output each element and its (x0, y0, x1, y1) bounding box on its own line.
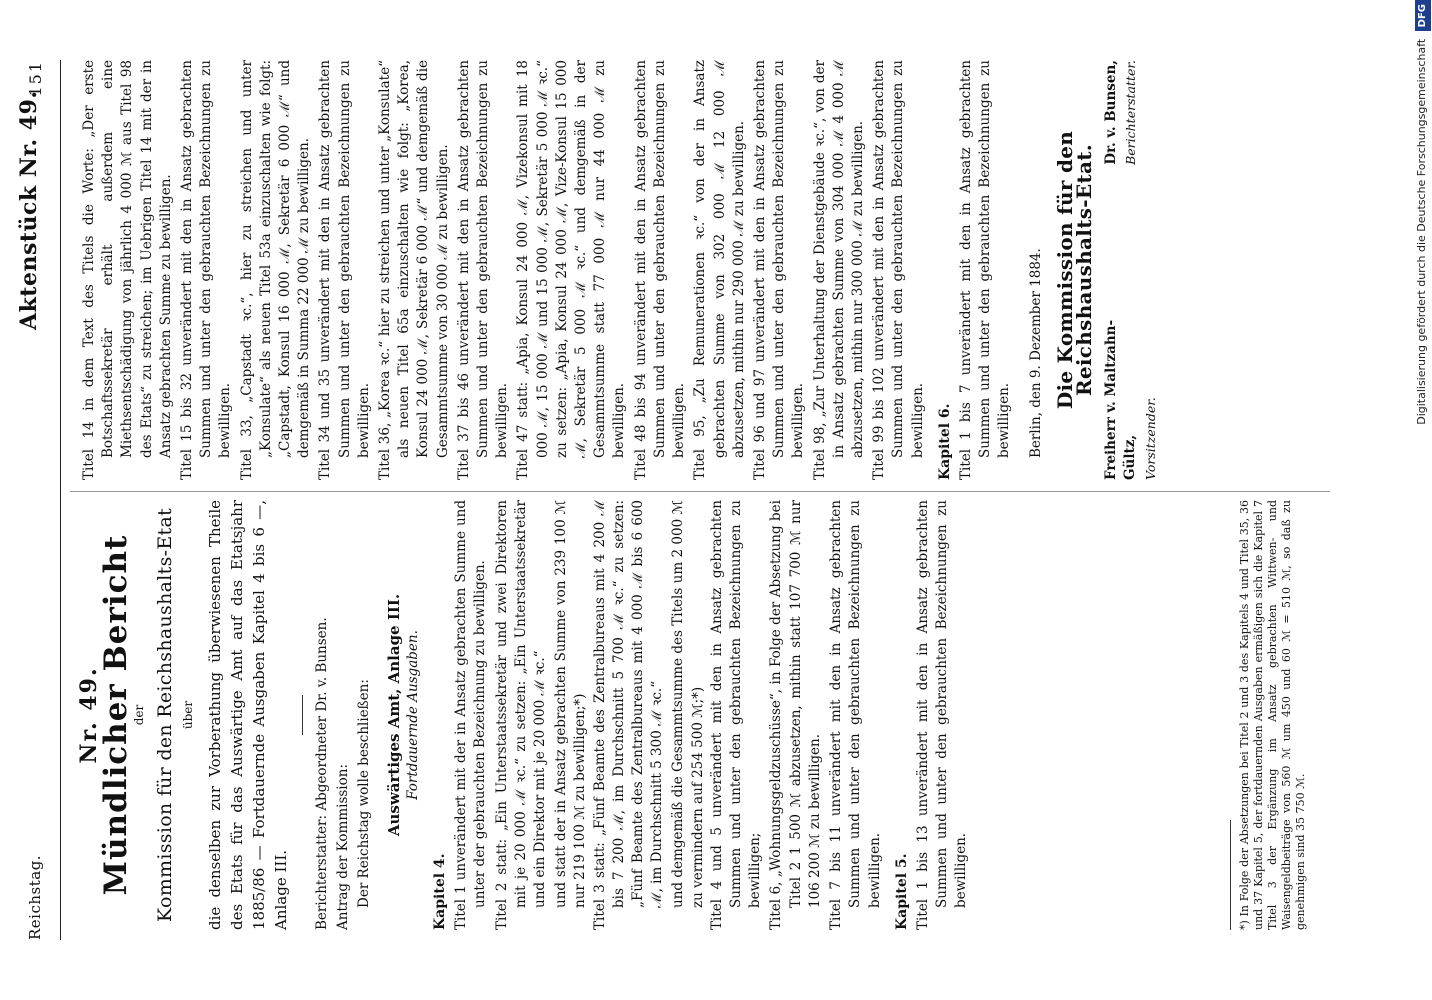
document-title: Mündlicher Bericht (98, 534, 135, 896)
kap4-titel-3: Titel 3 statt: „Fünf Beamte des Zentralbureaus mit 4 200 ℳ bis 7 200 ℳ, im Durchschnitt 5 700 ℳ ꝛc.“ zu setzen: „Fünf Beamte des Zentralbureaus mit 4 000 ℳ bis 6 600 ℳ, im Durchschnitt 5 300 ℳ ꝛc.“ (591, 500, 666, 930)
right-column (80, 60, 1160, 480)
rapporteur-role: Berichterstatter. (1123, 60, 1139, 165)
rapporteur-name: Dr. v. Bunsen, (1103, 60, 1120, 165)
kommission-signature-title: Die Kommission für den Reichshaushalts-Etat. (1052, 130, 1096, 410)
separator-rule (302, 695, 303, 735)
section-subtitle: Fortdauernde Ausgaben. (404, 630, 421, 800)
signature-chair (1102, 278, 1160, 480)
signature-rapporteur (1102, 60, 1160, 262)
kap5-titel-98: Titel 98, „Zur Unterhaltung der Dienstgebäude ꝛc.“, von der in Ansatz gebrachten Summe von 304 000 ℳ 4 000 ℳ abzusetzen, mithin nur 300 000 ℳ zu bewilligen. (811, 60, 866, 480)
kap5-titel-33: Titel 33, „Capstadt ꝛc.“, hier zu streichen und unter „Konsulate“ als neuen Titel 53a einzuschalten wie folgt: „Capstadt, Konsul 16 000 ℳ, Sekretär 6 000 ℳ“ und demgemäß in Summa 22 000 ℳ zu bewilligen. (238, 60, 313, 480)
footnote: *) In Folge der Absetzungen bei Titel 2 und 3 des Kapitels 4 und Titel 35, 36 und 37 Kapitel 5, der fortdauernden Ausgaben ermäßigen sich die Kapitel 7 Titel 3 der Ergänzung im Ansatz gebrachten Wittwen- und Waisengeldbeiträge von 560 ℳ um 450 und 60 ℳ = 510 ℳ, so daß zu genehmigen sind 35 750 ℳ. (1238, 500, 1307, 930)
page-header (16, 60, 61, 940)
chair-name: Freiherr v. Maltzahn-Gültz, (1103, 319, 1139, 480)
kapitel-6-heading: Kapitel 6. (936, 403, 953, 480)
kap5-titel-36: Titel 36, „Korea ꝛc.“ hier zu streichen und unter „Konsulate“ als neuen Titel 65a einzuschalten wie folgt: „Korea, Konsul 24 000 ℳ, Sekretär 6 000 ℳ“ und demgemäß die Gesammtsumme von 30 000 ℳ zu bewilligen. (377, 60, 451, 480)
kap4-titel-6: Titel 6, „Wohnungsgeldzuschüsse“, in Folge der Absetzung bei Titel 2 1 500 ℳ abzusetzen, mithin statt 107 700 ℳ nur 106 200 ℳ zu bewilligen. (768, 500, 823, 930)
left-column (76, 500, 974, 930)
dfg-sidebar (1408, 0, 1432, 1000)
antrag-label: Antrag der Kommission: (335, 764, 352, 930)
kap4-titel-4-5: Titel 4 und 5 unverändert mit den in Ansatz gebrachten Summen und unter den gebrauchten Bezeichnungen zu bewilligen; (708, 500, 764, 930)
kapitel-5-heading: Kapitel 5. (893, 853, 910, 930)
kap4-titel-3-amount: und demgemäß die Gesammtsumme des Titels um 2 000 ℳ zu vermindern auf 254 500 ℳ;*) (670, 500, 706, 908)
kap4-titel-7-11: Titel 7 bis 11 unverändert mit den in Ansatz gebrachten Summen und unter den gebrauchten Bezeichnungen zu bewilligen. (828, 500, 883, 930)
antrag-text: Der Reichstag wolle beschließen: (356, 679, 373, 908)
page-number: 151 (26, 60, 45, 97)
title-der: der (132, 704, 147, 726)
dfg-credit (1412, 0, 1432, 990)
kap5-titel-37-46: Titel 37 bis 46 unverändert mit den in Ansatz gebrachten Summen und unter den gebrauchten Bezeichnungen zu bewilligen. (455, 60, 511, 480)
kap5-titel-95: Titel 95, „Zu Remunerationen ꝛc.“ von der in Ansatz gebrachten Summe von 302 000 ℳ 12 000 ℳ abzusetzen, mithin nur 290 000 ℳ zu bewilligen. (692, 60, 747, 480)
header-reichstag: Reichstag. (26, 854, 44, 940)
kap5-titel-96-97: Titel 96 und 97 unverändert mit den in Ansatz gebrachten Summen und unter den gebrauchten Bezeichnungen zu bewilligen. (751, 60, 807, 480)
title-ueber: über (180, 700, 195, 730)
kap5-titel-15-32: Titel 15 bis 32 unverändert mit den in Ansatz gebrachten Summen und unter den gebrauchten Bezeichnungen zu bewilligen. (179, 60, 234, 480)
kapitel-4-heading: Kapitel 4. (432, 853, 449, 930)
kap5-titel-47: Titel 47 statt: „Apia, Konsul 24 000 ℳ, Vizekonsul mit 18 000 ℳ, 15 000 ℳ und 15 000 ℳ, Sekretär 5 000 ℳ ꝛc.“ zu setzen: „Apia, Konsul 24 000 ℳ, Vize-Konsul 15 000 ℳ, Sekretär 5 000 ℳ ꝛc.“ und demgemäß in der Gesammtsumme statt 77 000 ℳ nur 44 000 ℳ zu bewilligen. (515, 60, 628, 480)
dfg-logo-icon: DFG (1415, 0, 1431, 31)
kommission-title: Kommission für den Reichshaushalts-Etat (153, 507, 176, 923)
kap5-titel-99-102: Titel 99 bis 102 unverändert mit den in Ansatz gebrachten Summen und unter den gebrauchten Bezeichnungen zu bewilligen. (871, 60, 926, 480)
chair-role: Vorsitzender. (1142, 397, 1158, 480)
date-line: Berlin, den 9. Dezember 1884. (1027, 248, 1044, 458)
kap5-titel-48-94: Titel 48 bis 94 unverändert mit den in Ansatz gebrachten Summen und unter den gebrauchten Bezeichnungen zu bewilligen. (632, 60, 688, 480)
dfg-credit-text: Digitalisierung gefördert durch die Deutsche Forschungsgemeinschaft (1415, 38, 1428, 425)
berichterstatter: Berichterstatter: Abgeordneter Dr. v. Bunsen. (314, 617, 331, 930)
footnote-rule (1230, 820, 1231, 930)
kap6-titel-1-7: Titel 1 bis 7 unverändert mit den in Ansatz gebrachten Summen und unter den gebrauchten Bezeichnungen zu bewilligen. (957, 60, 1013, 480)
kap5-titel-1-13: Titel 1 bis 13 unverändert mit den in Ansatz gebrachten Summen und unter den gebrauchten Bezeichnungen zu bewilligen. (914, 500, 970, 930)
column-divider (70, 491, 1330, 492)
kap4-titel-2: Titel 2 statt: „Ein Unterstaatssekretär und zwei Direktoren mit je 20 000 ℳ ꝛc.“ zu setzen: „Ein Unterstaatssekretär und ein Direktor mit je 20 000 ℳ ꝛc.“ (493, 500, 549, 930)
header-aktenstueck: Aktenstück Nr. 49. (16, 90, 42, 330)
intro-paragraph: die denselben zur Vorberathung überwiesenen Theile des Etats für das Auswärtige Amt auf das Etatsjahr 1885/86 — Fortdauernde Ausgaben Kapitel 4 bis 6 —, Anlage III. (206, 500, 291, 930)
kap4-titel-1: Titel 1 unverändert mit der in Ansatz gebrachten Summe und unter der gebrauchten Bezeichnung zu bewilligen. (453, 500, 489, 930)
signatures (1102, 60, 1160, 480)
kap5-titel-34-35: Titel 34 und 35 unverändert mit den in Ansatz gebrachten Summen und unter den gebrauchten Bezeichnungen zu bewilligen. (317, 60, 372, 480)
kap5-titel-14: Titel 14 in dem Text des Titels die Worte: „Der erste Botschaftssekretär erhält außerdem eine Miethsentschädigung von jährlich 4 000 ℳ aus Titel 98 des Etats“ zu streichen; im Uebrigen Titel 14 mit der in Ansatz gebrachten Summe zu bewilligen. (81, 60, 174, 480)
document-number: Nr. 49. (76, 666, 102, 764)
section-title: Auswärtiges Amt, Anlage III. (384, 593, 403, 837)
kap4-titel-2-amount: und statt der in Ansatz gebrachten Summe von 239 100 ℳ nur 219 100 ℳ zu bewilligen;*) (553, 500, 589, 908)
